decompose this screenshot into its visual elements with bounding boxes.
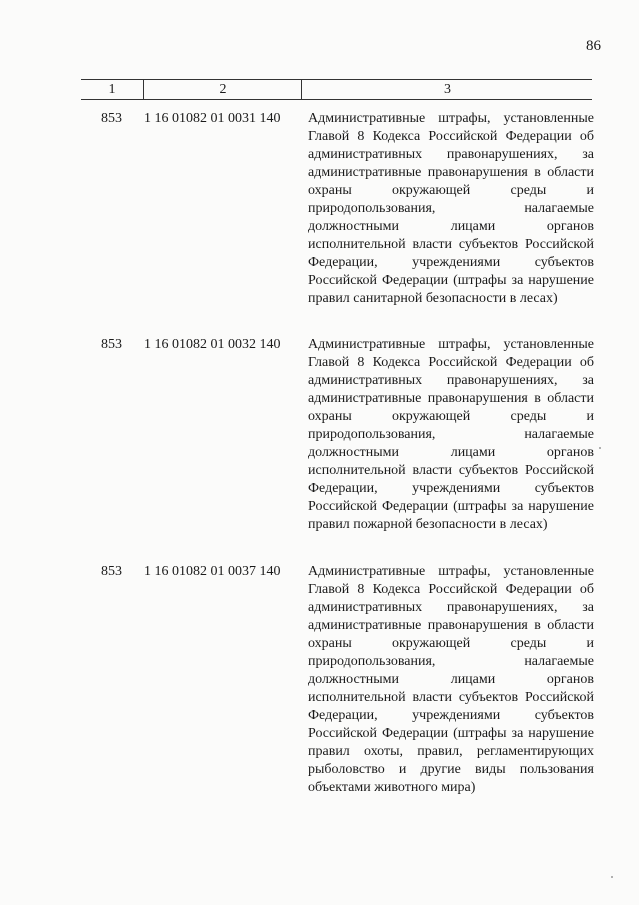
admin-code: 853 — [101, 564, 122, 579]
budget-classification-code: 1 16 01082 01 0031 140 — [144, 111, 281, 126]
admin-code: 853 — [101, 111, 122, 126]
scan-speck — [599, 447, 601, 449]
header-col-1: 1 — [108, 82, 116, 97]
budget-classification-code: 1 16 01082 01 0037 140 — [144, 564, 281, 579]
table-header — [81, 79, 592, 100]
header-col-3: 3 — [301, 80, 593, 99]
admin-code: 853 — [101, 337, 122, 352]
row-description: Административные штрафы, установленные Главой 8 Кодекса Российской Федерации об административных правонарушениях, за административные правонарушения в области охраны окружающей среды и природопользования, налагаемые должностными лицами органов исполнительной власти субъектов Российской Федерации, учреждениями субъектов Российской Федерации (штрафы за нарушение правил охоты, правил, регламентирующих рыболовство и другие виды пользования объектами животного мира) — [308, 564, 594, 795]
scan-speck — [611, 876, 613, 878]
page-number: 86 — [586, 38, 601, 54]
header-col-2: 2 — [143, 80, 302, 99]
budget-classification-code: 1 16 01082 01 0032 140 — [144, 337, 281, 352]
row-description: Административные штрафы, установленные Главой 8 Кодекса Российской Федерации об административных правонарушениях, за административные правонарушения в области охраны окружающей среды и природопользования, налагаемые должностными лицами органов исполнительной власти субъектов Российской Федерации, учреждениями субъектов Российской Федерации (штрафы за нарушение правил санитарной безопасности в лесах) — [308, 111, 594, 306]
row-description: Административные штрафы, установленные Главой 8 Кодекса Российской Федерации об административных правонарушениях, за административные правонарушения в области охраны окружающей среды и природопользования, налагаемые должностными лицами органов исполнительной власти субъектов Российской Федерации, учреждениями субъектов Российской Федерации (штрафы за нарушение правил пожарной безопасности в лесах) — [308, 337, 594, 532]
